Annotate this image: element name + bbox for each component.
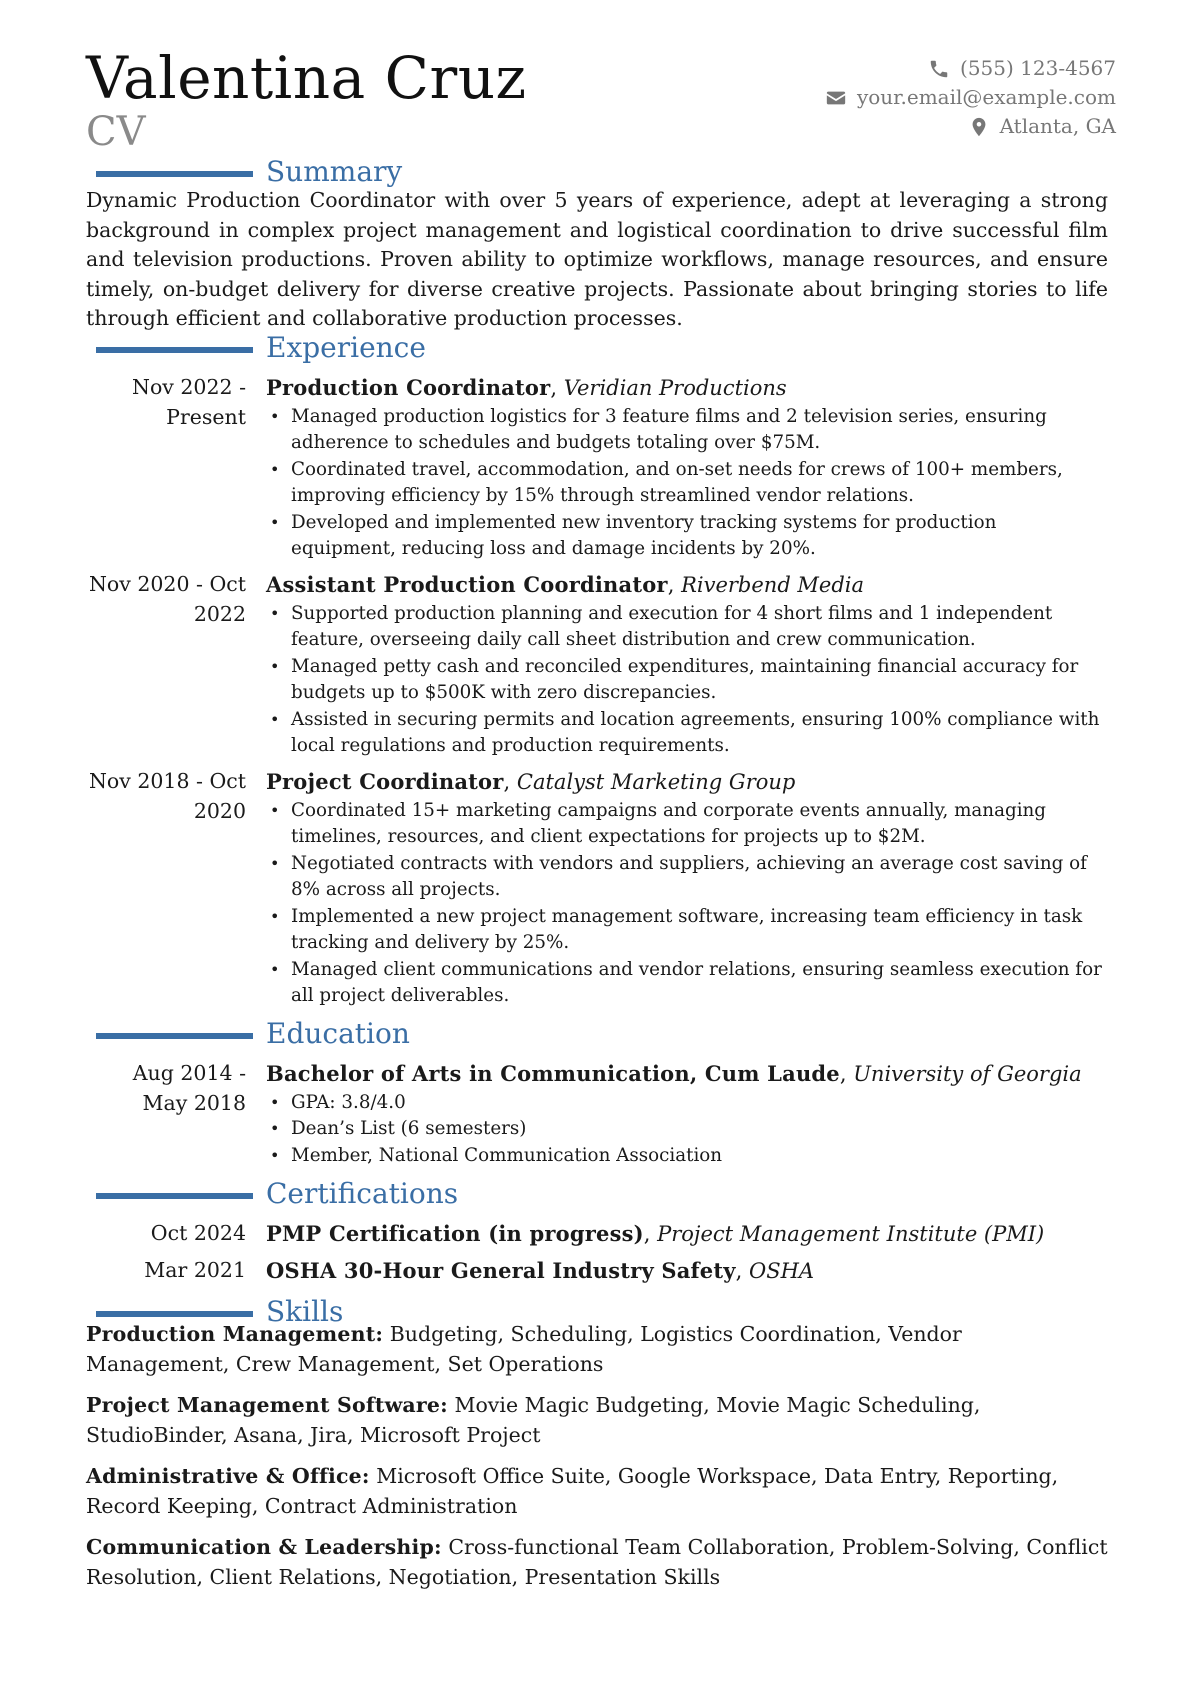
- list-item: • Coordinated travel, accommodation, and on-set needs for crews of 100+ members, improving efficiency by 15% through streamlined vendor relations.: [266, 457, 1106, 510]
- skills-list: [86, 1320, 1108, 1604]
- list-item: • GPA: 3.8/4.0: [266, 1090, 1106, 1117]
- bullet-list: [266, 601, 1106, 760]
- institution: University of Georgia: [853, 1062, 1082, 1086]
- section-title: Experience: [266, 331, 426, 364]
- email-icon: [825, 87, 847, 109]
- entry-date: Oct 2024: [150, 1221, 246, 1245]
- skill-group: [86, 1391, 1108, 1450]
- list-item: • Dean’s List (6 semesters): [266, 1116, 1106, 1143]
- location-text: Atlanta, GA: [999, 114, 1116, 138]
- section-divider-bar: [96, 171, 253, 177]
- entry-heading: Assistant Production Coordinator, Riverbend Media: [266, 572, 865, 597]
- skill-category: Administrative & Office:: [86, 1464, 370, 1488]
- bullet-list: [266, 798, 1106, 1010]
- skill-category: Communication & Leadership:: [86, 1535, 442, 1559]
- entry-heading: OSHA 30-Hour General Industry Safety, OSHA: [266, 1258, 815, 1283]
- job-title: Project Coordinator: [266, 769, 504, 794]
- skill-items: Microsoft Office Suite, Google Workspace, Data Entry, Reporting, Record Keeping, Contract Administration: [86, 1464, 1059, 1518]
- skill-group: [86, 1533, 1108, 1592]
- person-name: Valentina Cruz: [86, 44, 527, 112]
- certification-title: PMP Certification (in progress): [266, 1221, 644, 1246]
- phone-number[interactable]: (555) 123-4567: [960, 56, 1116, 80]
- list-item: • Negotiated contracts with vendors and suppliers, achieving an average cost saving of 8% across all projects.: [266, 851, 1106, 904]
- list-item: • Managed petty cash and reconciled expenditures, maintaining financial accuracy for budgets up to $500K with zero discrepancies.: [266, 654, 1106, 707]
- skill-category: Production Management:: [86, 1322, 384, 1346]
- phone-icon: [928, 58, 950, 80]
- skill-items: Cross-functional Team Collaboration, Problem-Solving, Conflict Resolution, Client Relations, Negotiation, Presentation Skills: [86, 1535, 1108, 1589]
- list-item: • Developed and implemented new inventory tracking systems for production equipment, reducing loss and damage incidents by 20%.: [266, 510, 1106, 563]
- list-item: • Supported production planning and execution for 4 short films and 1 independent feature, overseeing daily call sheet distribution and crew communication.: [266, 601, 1106, 654]
- cv-header: [86, 46, 1116, 166]
- section-title: Skills: [266, 1295, 344, 1328]
- list-item: • Managed production logistics for 3 feature films and 2 television series, ensuring adherence to schedules and budgets totaling over $75M.: [266, 404, 1106, 457]
- skill-group: [86, 1462, 1108, 1521]
- section-title: Education: [266, 1017, 410, 1050]
- issuer: OSHA: [749, 1259, 815, 1283]
- contact-location: [825, 112, 1116, 141]
- location-icon: [968, 116, 990, 138]
- skill-group: [86, 1320, 1108, 1379]
- list-item: • Assisted in securing permits and location agreements, ensuring 100% compliance with local regulations and production requirements.: [266, 707, 1106, 760]
- summary-text: Dynamic Production Coordinator with over 5 years of experience, adept at leveraging a strong background in complex project management and logistical coordination to drive successful film and television productions. Proven ability to optimize workflows, manage resources, and ensure timely, on-budget delivery for diverse creative projects. Passionate about bringing stories to life through efficient and collaborative production processes.: [86, 188, 1108, 330]
- organization: Riverbend Media: [681, 573, 865, 597]
- bullet-list: [266, 1090, 1106, 1170]
- contact-phone: [825, 54, 1116, 83]
- section-divider-bar: [96, 1193, 253, 1199]
- entry-date: Aug 2014 - May 2018: [132, 1061, 246, 1115]
- section-education-heading: [96, 1018, 1096, 1054]
- bullet-list: [266, 404, 1106, 563]
- section-experience-heading: [96, 332, 1096, 368]
- section-title: Certifications: [266, 1177, 459, 1210]
- email-address[interactable]: your.email@example.com: [856, 85, 1116, 109]
- section-divider-bar: [96, 347, 253, 353]
- issuer: Project Management Institute (PMI): [657, 1222, 1045, 1246]
- section-divider-bar: [96, 1311, 253, 1317]
- section-title: Summary: [266, 155, 403, 188]
- entry-date: Nov 2022 - Present: [132, 375, 246, 429]
- skill-items: Budgeting, Scheduling, Logistics Coordination, Vendor Management, Crew Management, Set Operations: [86, 1322, 962, 1376]
- entry-date: Nov 2020 - Oct 2022: [88, 572, 246, 626]
- entry-heading: PMP Certification (in progress), Project Management Institute (PMI): [266, 1221, 1045, 1246]
- skill-category: Project Management Software:: [86, 1393, 448, 1417]
- document-subtitle: CV: [86, 109, 146, 155]
- contact-email: [825, 83, 1116, 112]
- list-item: • Implemented a new project management software, increasing team efficiency in task tracking and delivery by 25%.: [266, 904, 1106, 957]
- organization: Veridian Productions: [563, 376, 787, 400]
- degree-title: Bachelor of Arts in Communication, Cum Laude: [266, 1061, 840, 1086]
- entry-heading: Project Coordinator, Catalyst Marketing Group: [266, 769, 796, 794]
- list-item: • Member, National Communication Association: [266, 1143, 1106, 1170]
- contact-info: [825, 54, 1116, 141]
- skill-items: Movie Magic Budgeting, Movie Magic Scheduling, StudioBinder, Asana, Jira, Microsoft Project: [86, 1393, 981, 1447]
- entry-date: Nov 2018 - Oct 2020: [88, 769, 246, 823]
- organization: Catalyst Marketing Group: [516, 770, 796, 794]
- entry-date: Mar 2021: [144, 1258, 246, 1282]
- entry-heading: Bachelor of Arts in Communication, Cum Laude, University of Georgia: [266, 1061, 1082, 1086]
- job-title: Production Coordinator: [266, 375, 551, 400]
- list-item: • Managed client communications and vendor relations, ensuring seamless execution for all project deliverables.: [266, 957, 1106, 1010]
- entry-heading: Production Coordinator, Veridian Productions: [266, 375, 787, 400]
- section-certifications-heading: [96, 1178, 1096, 1214]
- certification-title: OSHA 30-Hour General Industry Safety: [266, 1258, 736, 1283]
- list-item: • Coordinated 15+ marketing campaigns and corporate events annually, managing timelines, resources, and client expectations for projects up to $2M.: [266, 798, 1106, 851]
- section-divider-bar: [96, 1033, 253, 1039]
- job-title: Assistant Production Coordinator: [266, 572, 668, 597]
